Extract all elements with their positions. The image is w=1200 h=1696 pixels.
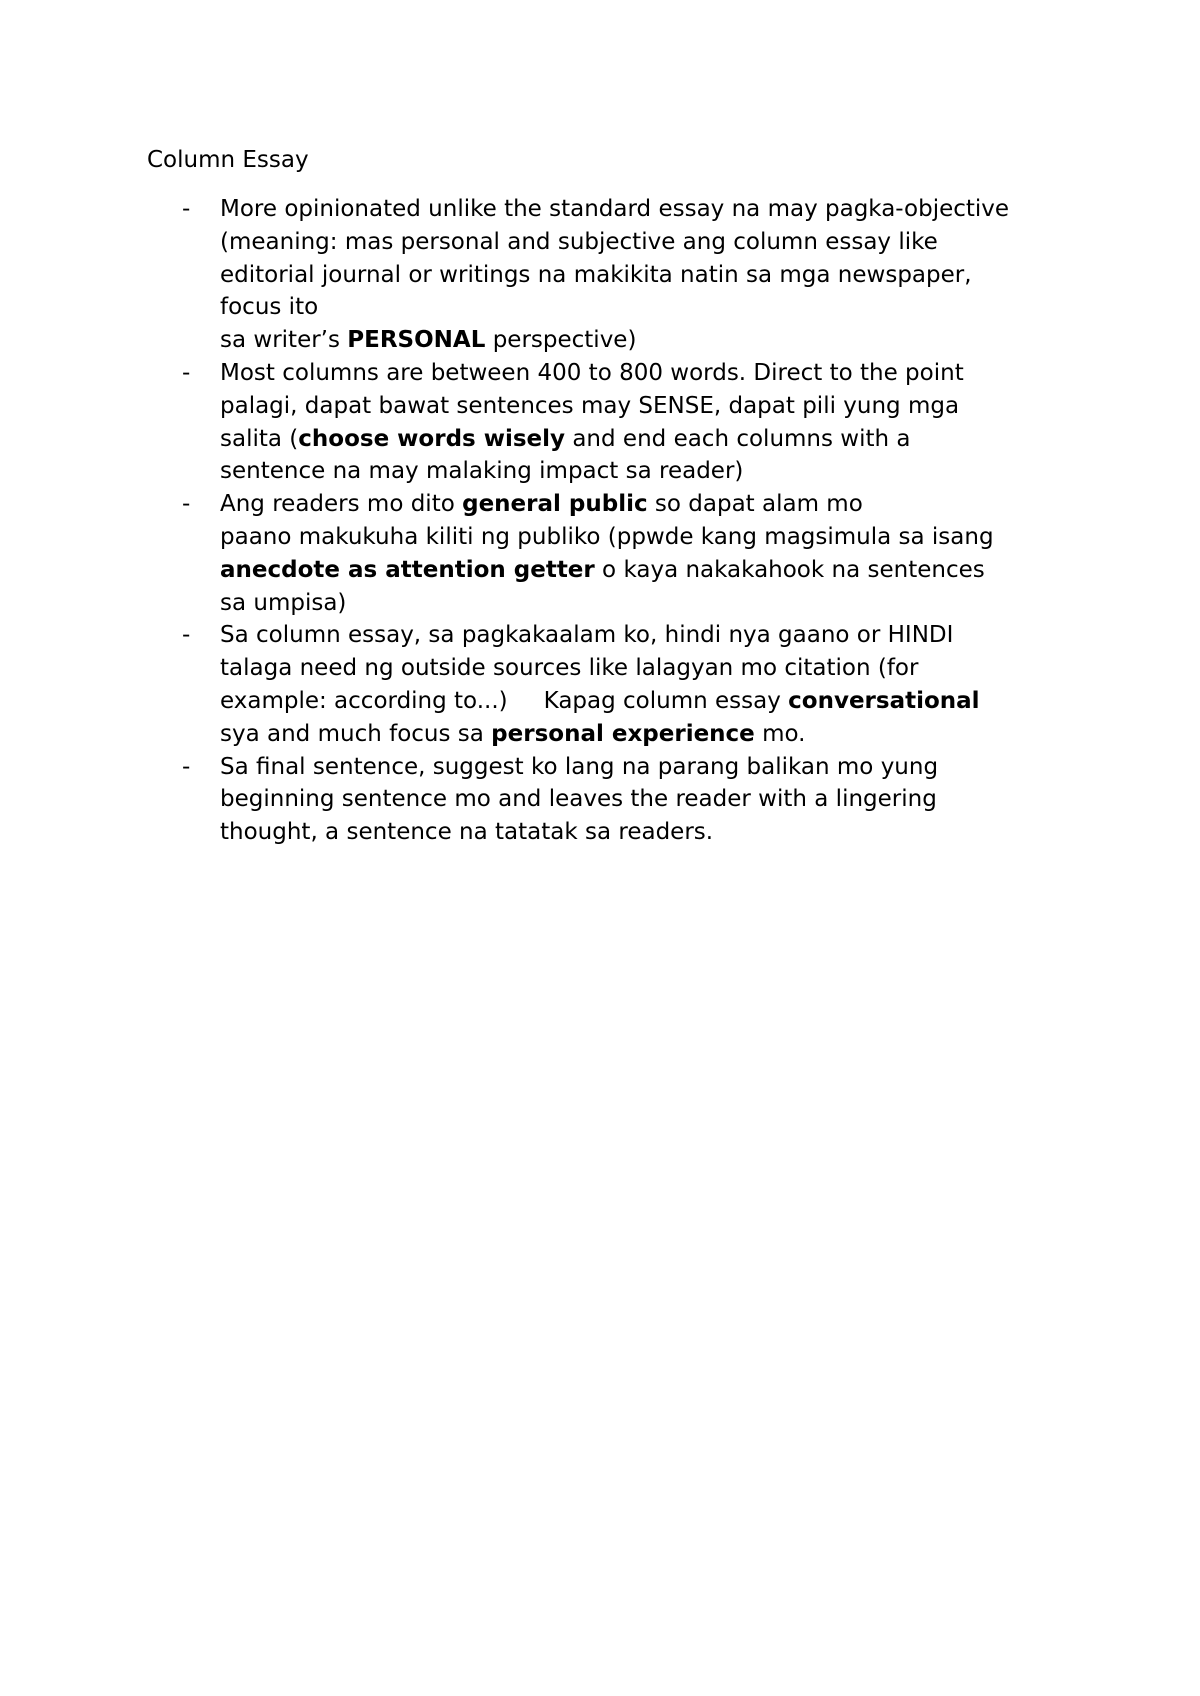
text-run: paano makukuha kiliti ng publiko (ppwde kang magsimula sa isang — [220, 523, 994, 550]
bold-text: general public — [462, 491, 648, 518]
bullet-item — [182, 488, 1082, 619]
text-run: sa umpisa) — [220, 589, 347, 616]
text-run: sya and much focus sa — [220, 720, 492, 747]
text-run: editorial journal or writings na makikita natin sa mga newspaper, — [220, 261, 972, 288]
text-run: thought, a sentence na tatatak sa readers. — [220, 819, 714, 846]
bullet-dash: - — [182, 622, 191, 649]
text-line — [220, 324, 1082, 357]
text-run: Sa column essay, sa pagkakaalam ko, hindi nya gaano or HINDI — [220, 622, 954, 649]
bullet-item — [182, 357, 1082, 488]
text-run: Most columns are between 400 to 800 words. Direct to the point — [220, 359, 964, 386]
text-line — [220, 259, 1082, 292]
text-run: perspective) — [485, 327, 637, 354]
text-line — [220, 455, 1082, 488]
text-line — [220, 652, 1082, 685]
text-line — [220, 488, 1082, 521]
bold-text: anecdote as attention getter — [220, 556, 595, 583]
text-line — [220, 423, 1082, 456]
text-line — [220, 554, 1082, 587]
text-line — [220, 291, 1082, 324]
bullet-item — [182, 751, 1082, 849]
text-line — [220, 751, 1082, 784]
text-run: sa writer’s — [220, 327, 348, 354]
text-line — [220, 226, 1082, 259]
text-line — [220, 685, 1082, 718]
bold-text: conversational — [788, 687, 980, 714]
text-line — [220, 816, 1082, 849]
text-run: palagi, dapat bawat sentences may SENSE, dapat pili yung mga — [220, 392, 960, 419]
text-line — [220, 357, 1082, 390]
text-run: o kaya nakakahook na sentences — [594, 556, 985, 583]
text-line — [220, 718, 1082, 751]
text-run: sentence na may malaking impact sa reader) — [220, 458, 744, 485]
text-run: so dapat alam mo — [647, 491, 863, 518]
bold-text: personal experience — [491, 720, 755, 747]
text-run: talaga need ng outside sources like lalagyan mo citation (for — [220, 655, 919, 682]
document-title: Column Essay — [147, 147, 309, 173]
bold-text: PERSONAL — [347, 327, 486, 354]
bullet-item — [182, 619, 1082, 750]
bullet-dash: - — [182, 491, 191, 518]
text-run: and end each columns with a — [565, 425, 911, 452]
text-run: beginning sentence mo and leaves the reader with a lingering — [220, 786, 937, 813]
bullet-list — [182, 193, 1082, 849]
text-run: (meaning: mas personal and subjective ang column essay like — [220, 228, 938, 255]
text-line — [220, 521, 1082, 554]
text-run: example: according to...) — [220, 687, 508, 714]
text-run: focus ito — [220, 294, 319, 321]
bold-text: choose words wisely — [298, 425, 566, 452]
text-run: salita ( — [220, 425, 299, 452]
bullet-dash: - — [182, 753, 191, 780]
text-run: Kapag column essay — [543, 687, 789, 714]
bullet-dash: - — [182, 359, 191, 386]
text-line — [220, 587, 1082, 620]
bullet-item — [182, 193, 1082, 357]
text-run: Sa final sentence, suggest ko lang na parang balikan mo yung — [220, 753, 939, 780]
bullet-dash: - — [182, 196, 191, 222]
text-line — [220, 783, 1082, 816]
text-run: Ang readers mo dito — [220, 491, 463, 518]
text-line — [220, 193, 1082, 226]
text-line — [220, 619, 1082, 652]
text-run: More opinionated unlike the standard essay na may pagka-objective — [220, 196, 1010, 222]
text-line — [220, 390, 1082, 423]
text-run: mo. — [754, 720, 806, 747]
